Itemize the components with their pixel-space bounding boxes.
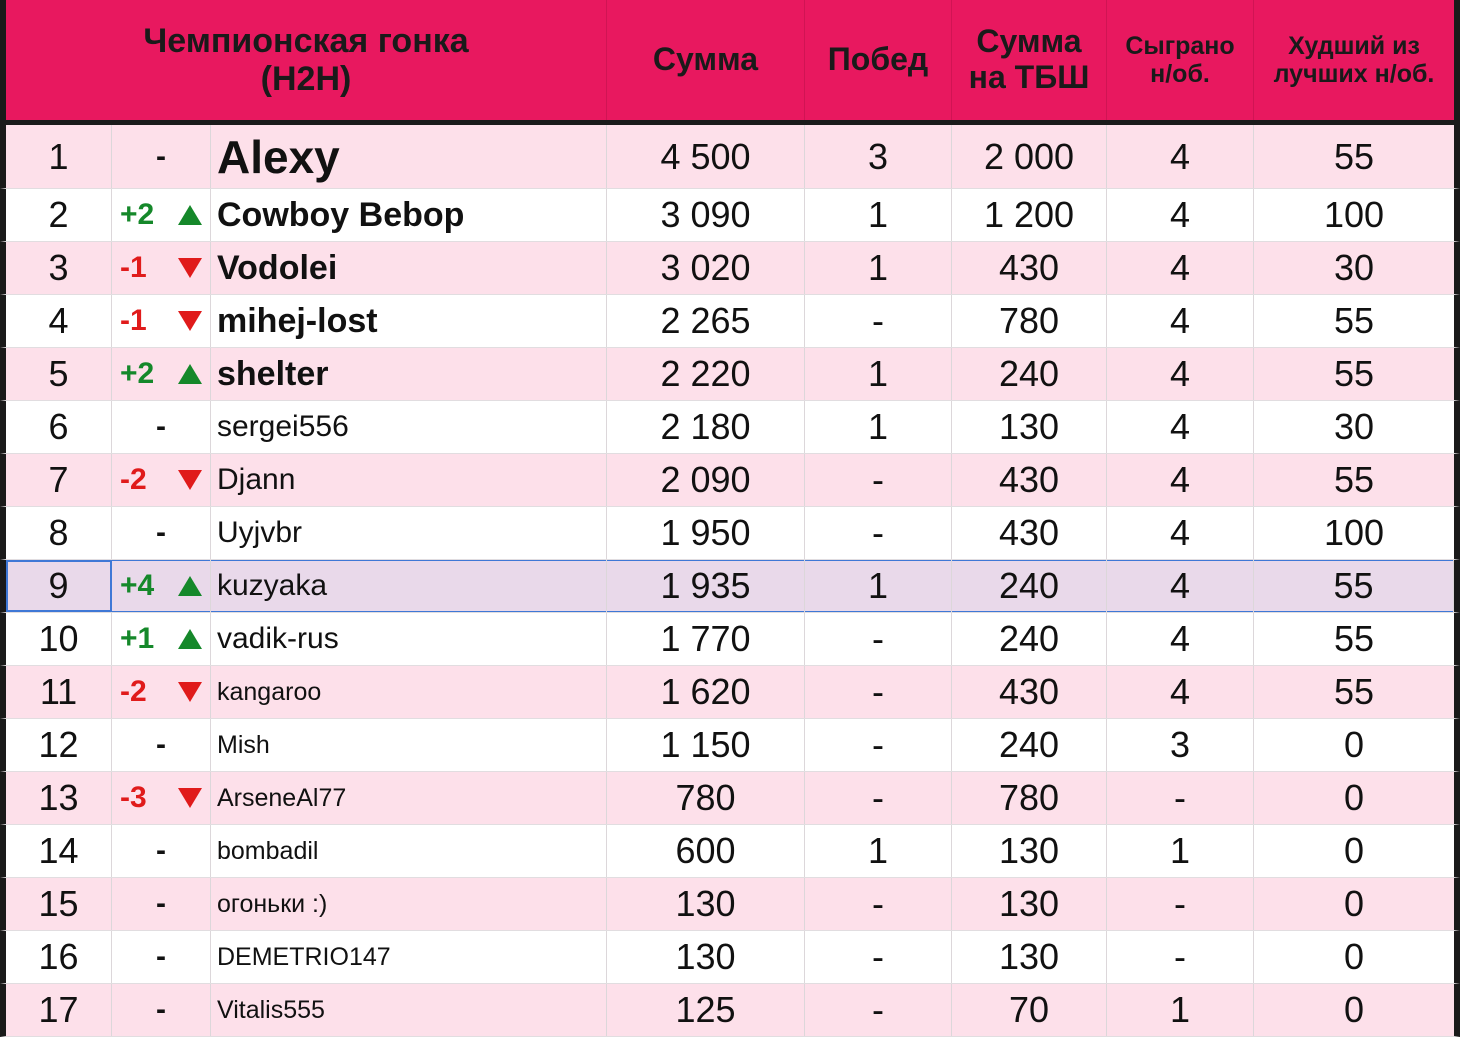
change-value: - — [156, 516, 166, 549]
table-row[interactable] — [0, 666, 1460, 719]
wins-cell[interactable]: - — [805, 772, 952, 824]
player-name: ArseneAl77 — [217, 783, 347, 812]
table-row[interactable] — [0, 189, 1460, 242]
triangle-down-icon — [178, 682, 202, 702]
rank-cell[interactable]: 17 — [6, 984, 112, 1036]
sum-cell[interactable]: 3 090 — [607, 189, 805, 241]
sum-cell[interactable]: 1 770 — [607, 613, 805, 665]
tbsh-cell[interactable]: 130 — [952, 401, 1107, 453]
header-wins[interactable]: Побед — [805, 0, 952, 120]
player-name: mihej-lost — [217, 301, 378, 340]
played-cell[interactable]: 4 — [1107, 613, 1254, 665]
player-name: Vodolei — [217, 248, 338, 287]
tbsh-cell[interactable]: 780 — [952, 295, 1107, 347]
change-cell[interactable] — [112, 825, 211, 877]
worst-cell[interactable]: 0 — [1343, 989, 1365, 1030]
worst-cell[interactable]: 100 — [1323, 194, 1385, 235]
tbsh-cell[interactable]: 430 — [952, 454, 1107, 506]
header-worst[interactable] — [1254, 0, 1454, 120]
table-row[interactable] — [0, 613, 1460, 666]
worst-cell[interactable]: 0 — [1343, 724, 1365, 765]
table-row[interactable] — [0, 454, 1460, 507]
tbsh-cell[interactable]: 130 — [952, 825, 1107, 877]
tbsh-cell[interactable]: 240 — [952, 719, 1107, 771]
table-row[interactable] — [0, 242, 1460, 295]
tbsh-cell[interactable]: 130 — [952, 931, 1107, 983]
change-value: +2 — [120, 198, 155, 231]
change-value: - — [156, 993, 166, 1026]
sum-cell[interactable]: 130 — [607, 878, 805, 930]
change-cell[interactable] — [112, 772, 211, 824]
wins-cell[interactable]: 3 — [805, 125, 952, 188]
sum-cell[interactable]: 780 — [607, 772, 805, 824]
change-cell[interactable] — [112, 560, 211, 612]
sum-cell[interactable]: 1 150 — [607, 719, 805, 771]
name-cell[interactable] — [211, 984, 607, 1036]
triangle-up-icon — [178, 576, 202, 596]
name-cell[interactable] — [211, 295, 607, 347]
sum-cell[interactable]: 2 180 — [607, 401, 805, 453]
wins-cell[interactable]: 1 — [805, 189, 952, 241]
wins-cell[interactable]: - — [805, 613, 952, 665]
worst-cell[interactable]: 55 — [1333, 300, 1375, 341]
change-value: - — [156, 139, 166, 173]
worst-cell[interactable]: 0 — [1343, 830, 1365, 871]
name-cell[interactable] — [211, 613, 607, 665]
rank-cell[interactable]: 9 — [6, 560, 112, 612]
played-cell[interactable]: 4 — [1107, 189, 1254, 241]
change-value: - — [156, 887, 166, 920]
rank-cell[interactable]: 15 — [6, 878, 112, 930]
standings-table — [0, 125, 1460, 1037]
player-name: Mish — [217, 730, 270, 759]
change-value: -1 — [120, 304, 147, 337]
rank-cell[interactable]: 2 — [6, 189, 112, 241]
wins-cell[interactable]: 1 — [805, 401, 952, 453]
name-cell[interactable] — [211, 401, 607, 453]
rank-cell[interactable]: 6 — [6, 401, 112, 453]
name-cell[interactable] — [211, 189, 607, 241]
worst-cell[interactable]: 30 — [1333, 247, 1375, 288]
change-value: -2 — [120, 675, 147, 708]
player-name: Alexy — [217, 130, 340, 183]
wins-cell[interactable]: - — [805, 454, 952, 506]
sum-cell[interactable]: 600 — [607, 825, 805, 877]
name-cell[interactable] — [211, 878, 607, 930]
change-cell[interactable] — [112, 401, 211, 453]
rank-cell[interactable]: 10 — [6, 613, 112, 665]
player-name: kuzyaka — [217, 569, 328, 602]
change-value: +2 — [120, 357, 155, 390]
tbsh-cell[interactable]: 240 — [952, 348, 1107, 400]
header-tbsh[interactable] — [952, 0, 1107, 120]
sum-cell[interactable]: 3 020 — [607, 242, 805, 294]
rank-cell[interactable]: 8 — [6, 507, 112, 559]
wins-cell[interactable]: - — [805, 984, 952, 1036]
worst-cell[interactable]: 0 — [1343, 883, 1365, 924]
played-cell[interactable]: 4 — [1107, 507, 1254, 559]
table-row[interactable] — [0, 931, 1460, 984]
change-cell[interactable] — [112, 666, 211, 718]
played-cell[interactable]: 4 — [1107, 454, 1254, 506]
table-row[interactable] — [0, 295, 1460, 348]
triangle-down-icon — [178, 788, 202, 808]
table-row[interactable] — [0, 719, 1460, 772]
worst-cell[interactable]: 100 — [1323, 512, 1385, 553]
played-cell[interactable]: 1 — [1107, 825, 1254, 877]
change-cell[interactable] — [112, 242, 211, 294]
header-tbsh-line2: на ТБШ — [968, 59, 1090, 95]
header-row — [0, 0, 1460, 120]
header-played-line1: Сыграно — [1125, 32, 1235, 60]
player-name: огоньки :) — [217, 889, 328, 918]
change-cell[interactable] — [112, 613, 211, 665]
played-cell[interactable]: 4 — [1107, 242, 1254, 294]
played-cell[interactable]: 4 — [1107, 125, 1254, 188]
header-title[interactable] — [6, 0, 607, 120]
change-value: - — [156, 728, 166, 761]
change-value: +4 — [120, 569, 155, 602]
sum-cell[interactable]: 1 950 — [607, 507, 805, 559]
change-value: - — [156, 410, 166, 443]
table-row[interactable] — [0, 125, 1460, 189]
name-cell[interactable] — [211, 931, 607, 983]
change-cell[interactable] — [112, 454, 211, 506]
worst-cell[interactable]: 0 — [1343, 777, 1365, 818]
played-cell[interactable]: 4 — [1107, 560, 1254, 612]
change-cell[interactable] — [112, 125, 211, 188]
wins-cell[interactable]: 1 — [805, 348, 952, 400]
change-value: -1 — [120, 251, 147, 284]
change-value: +1 — [120, 622, 155, 655]
played-cell[interactable]: - — [1107, 878, 1254, 930]
tbsh-cell[interactable]: 240 — [952, 613, 1107, 665]
table-row[interactable] — [0, 401, 1460, 454]
wins-cell[interactable]: 1 — [805, 242, 952, 294]
rank-cell[interactable]: 3 — [6, 242, 112, 294]
player-name: kangaroo — [217, 677, 322, 706]
wins-cell[interactable]: 1 — [805, 560, 952, 612]
table-row[interactable] — [0, 507, 1460, 560]
played-cell[interactable]: - — [1107, 931, 1254, 983]
player-name: DEMETRIO147 — [217, 942, 391, 971]
player-name: Djann — [217, 463, 296, 496]
wins-cell[interactable]: - — [805, 719, 952, 771]
worst-cell[interactable]: 55 — [1333, 618, 1375, 659]
rank-cell[interactable]: 11 — [6, 666, 112, 718]
tbsh-cell[interactable]: 1 200 — [952, 189, 1107, 241]
rank-cell[interactable]: 1 — [6, 125, 112, 188]
rank-cell[interactable]: 12 — [6, 719, 112, 771]
player-name: sergei556 — [217, 410, 349, 443]
sum-cell[interactable]: 125 — [607, 984, 805, 1036]
worst-cell[interactable]: 55 — [1333, 459, 1375, 500]
name-cell[interactable] — [211, 560, 607, 612]
header-sum[interactable]: Сумма — [607, 0, 805, 120]
played-cell[interactable]: 3 — [1107, 719, 1254, 771]
rank-cell[interactable]: 5 — [6, 348, 112, 400]
change-value: -3 — [120, 781, 147, 814]
name-cell[interactable] — [211, 772, 607, 824]
tbsh-cell[interactable]: 130 — [952, 878, 1107, 930]
change-cell[interactable] — [112, 189, 211, 241]
tbsh-cell[interactable]: 430 — [952, 242, 1107, 294]
triangle-down-icon — [178, 470, 202, 490]
wins-cell[interactable]: - — [805, 507, 952, 559]
change-cell[interactable] — [112, 295, 211, 347]
triangle-down-icon — [178, 258, 202, 278]
table-row[interactable] — [0, 984, 1460, 1037]
table-row[interactable] — [0, 348, 1460, 401]
name-cell[interactable] — [211, 507, 607, 559]
rank-cell[interactable]: 13 — [6, 772, 112, 824]
player-name: vadik-rus — [217, 622, 339, 655]
sum-cell[interactable]: 2 220 — [607, 348, 805, 400]
table-row[interactable] — [0, 772, 1460, 825]
sum-cell[interactable]: 1 935 — [607, 560, 805, 612]
wins-cell[interactable]: - — [805, 295, 952, 347]
table-row[interactable] — [0, 560, 1460, 613]
played-cell[interactable]: 4 — [1107, 666, 1254, 718]
tbsh-cell[interactable]: 780 — [952, 772, 1107, 824]
header-played[interactable] — [1107, 0, 1254, 120]
change-value: - — [156, 834, 166, 867]
tbsh-cell[interactable]: 430 — [952, 666, 1107, 718]
sum-cell[interactable]: 1 620 — [607, 666, 805, 718]
change-cell[interactable] — [112, 507, 211, 559]
name-cell[interactable] — [211, 348, 607, 400]
tbsh-cell[interactable]: 240 — [952, 560, 1107, 612]
rank-cell[interactable]: 7 — [6, 454, 112, 506]
wins-cell[interactable]: - — [805, 878, 952, 930]
name-cell[interactable] — [211, 666, 607, 718]
header-worst-line2: лучших н/об. — [1273, 60, 1435, 88]
player-name: Uyjvbr — [217, 516, 303, 549]
triangle-down-icon — [178, 311, 202, 331]
tbsh-cell[interactable]: 70 — [952, 984, 1107, 1036]
worst-cell[interactable]: 55 — [1333, 353, 1375, 394]
change-cell[interactable] — [112, 878, 211, 930]
triangle-up-icon — [178, 364, 202, 384]
wins-cell[interactable]: - — [805, 666, 952, 718]
player-name: Cowboy Bebop — [217, 195, 465, 234]
worst-cell[interactable]: 55 — [1333, 135, 1375, 177]
rank-cell[interactable]: 16 — [6, 931, 112, 983]
player-name: bombadil — [217, 836, 319, 865]
name-cell[interactable] — [211, 242, 607, 294]
change-cell[interactable] — [112, 984, 211, 1036]
header-tbsh-line1: Сумма — [976, 23, 1082, 60]
rank-cell[interactable]: 4 — [6, 295, 112, 347]
worst-cell[interactable]: 30 — [1333, 406, 1375, 447]
tbsh-cell[interactable]: 2 000 — [952, 125, 1107, 188]
name-cell[interactable] — [211, 719, 607, 771]
header-played-line2: н/об. — [1150, 60, 1210, 88]
change-cell[interactable] — [112, 719, 211, 771]
wins-cell[interactable]: - — [805, 931, 952, 983]
player-name: Vitalis555 — [217, 995, 325, 1024]
change-cell[interactable] — [112, 348, 211, 400]
player-name: shelter — [217, 354, 329, 393]
wins-cell[interactable]: 1 — [805, 825, 952, 877]
table-row[interactable] — [0, 878, 1460, 931]
triangle-up-icon — [178, 629, 202, 649]
name-cell[interactable] — [211, 825, 607, 877]
name-cell[interactable] — [211, 454, 607, 506]
change-value: -2 — [120, 463, 147, 496]
rank-cell[interactable]: 14 — [6, 825, 112, 877]
tbsh-cell[interactable]: 430 — [952, 507, 1107, 559]
header-title-line2: (H2H) — [260, 60, 352, 98]
played-cell[interactable]: 4 — [1107, 348, 1254, 400]
sum-cell[interactable]: 130 — [607, 931, 805, 983]
sum-cell[interactable]: 4 500 — [607, 125, 805, 188]
played-cell[interactable]: 4 — [1107, 401, 1254, 453]
triangle-up-icon — [178, 205, 202, 225]
played-cell[interactable]: - — [1107, 772, 1254, 824]
worst-cell[interactable]: 0 — [1343, 936, 1365, 977]
name-cell[interactable] — [211, 125, 607, 188]
change-cell[interactable] — [112, 931, 211, 983]
worst-cell[interactable]: 55 — [1333, 671, 1375, 712]
change-value: - — [156, 940, 166, 973]
sum-cell[interactable]: 2 090 — [607, 454, 805, 506]
played-cell[interactable]: 1 — [1107, 984, 1254, 1036]
header-worst-line1: Худший из — [1288, 32, 1420, 60]
table-row[interactable] — [0, 825, 1460, 878]
header-title-line1: Чемпионская гонка — [143, 21, 469, 60]
sum-cell[interactable]: 2 265 — [607, 295, 805, 347]
worst-cell[interactable]: 55 — [1254, 560, 1454, 612]
played-cell[interactable]: 4 — [1107, 295, 1254, 347]
